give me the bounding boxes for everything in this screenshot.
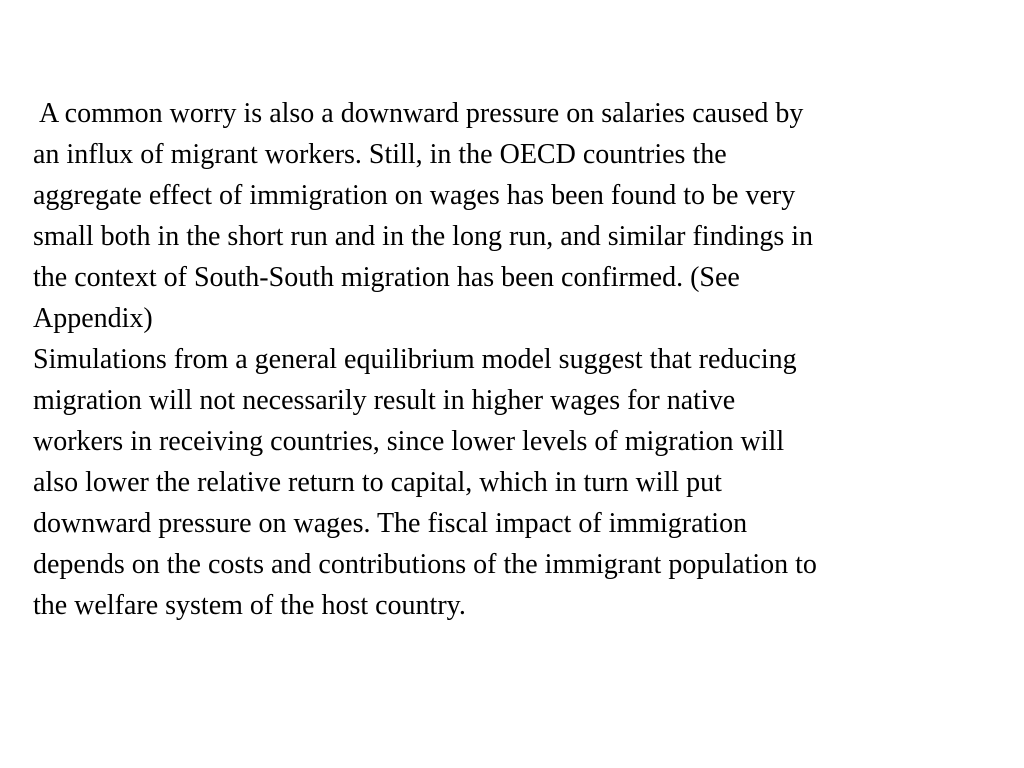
text-line: the context of South-South migration has been confirmed. (See <box>33 262 740 293</box>
text-line: workers in receiving countries, since lower levels of migration will <box>33 426 785 457</box>
paragraph-simulations <box>33 339 1003 626</box>
text-line: the welfare system of the host country. <box>33 590 466 621</box>
text-line: also lower the relative return to capital, which in turn will put <box>33 467 722 498</box>
text-line: Appendix) <box>33 303 153 334</box>
text-line: A common worry is also a downward pressure on salaries caused by <box>39 98 804 129</box>
text-line: small both in the short run and in the long run, and similar findings in <box>33 221 814 252</box>
text-line: Simulations from a general equilibrium model suggest that reducing <box>33 344 797 375</box>
text-line: migration will not necessarily result in higher wages for native <box>33 385 736 416</box>
body-text <box>33 93 1003 626</box>
paragraph-wages-pressure <box>33 93 1003 339</box>
text-line: aggregate effect of immigration on wages has been found to be very <box>33 180 796 211</box>
text-line: an influx of migrant workers. Still, in the OECD countries the <box>33 139 727 170</box>
text-line: depends on the costs and contributions of the immigrant population to <box>33 549 817 580</box>
text-line: downward pressure on wages. The fiscal impact of immigration <box>33 508 748 539</box>
